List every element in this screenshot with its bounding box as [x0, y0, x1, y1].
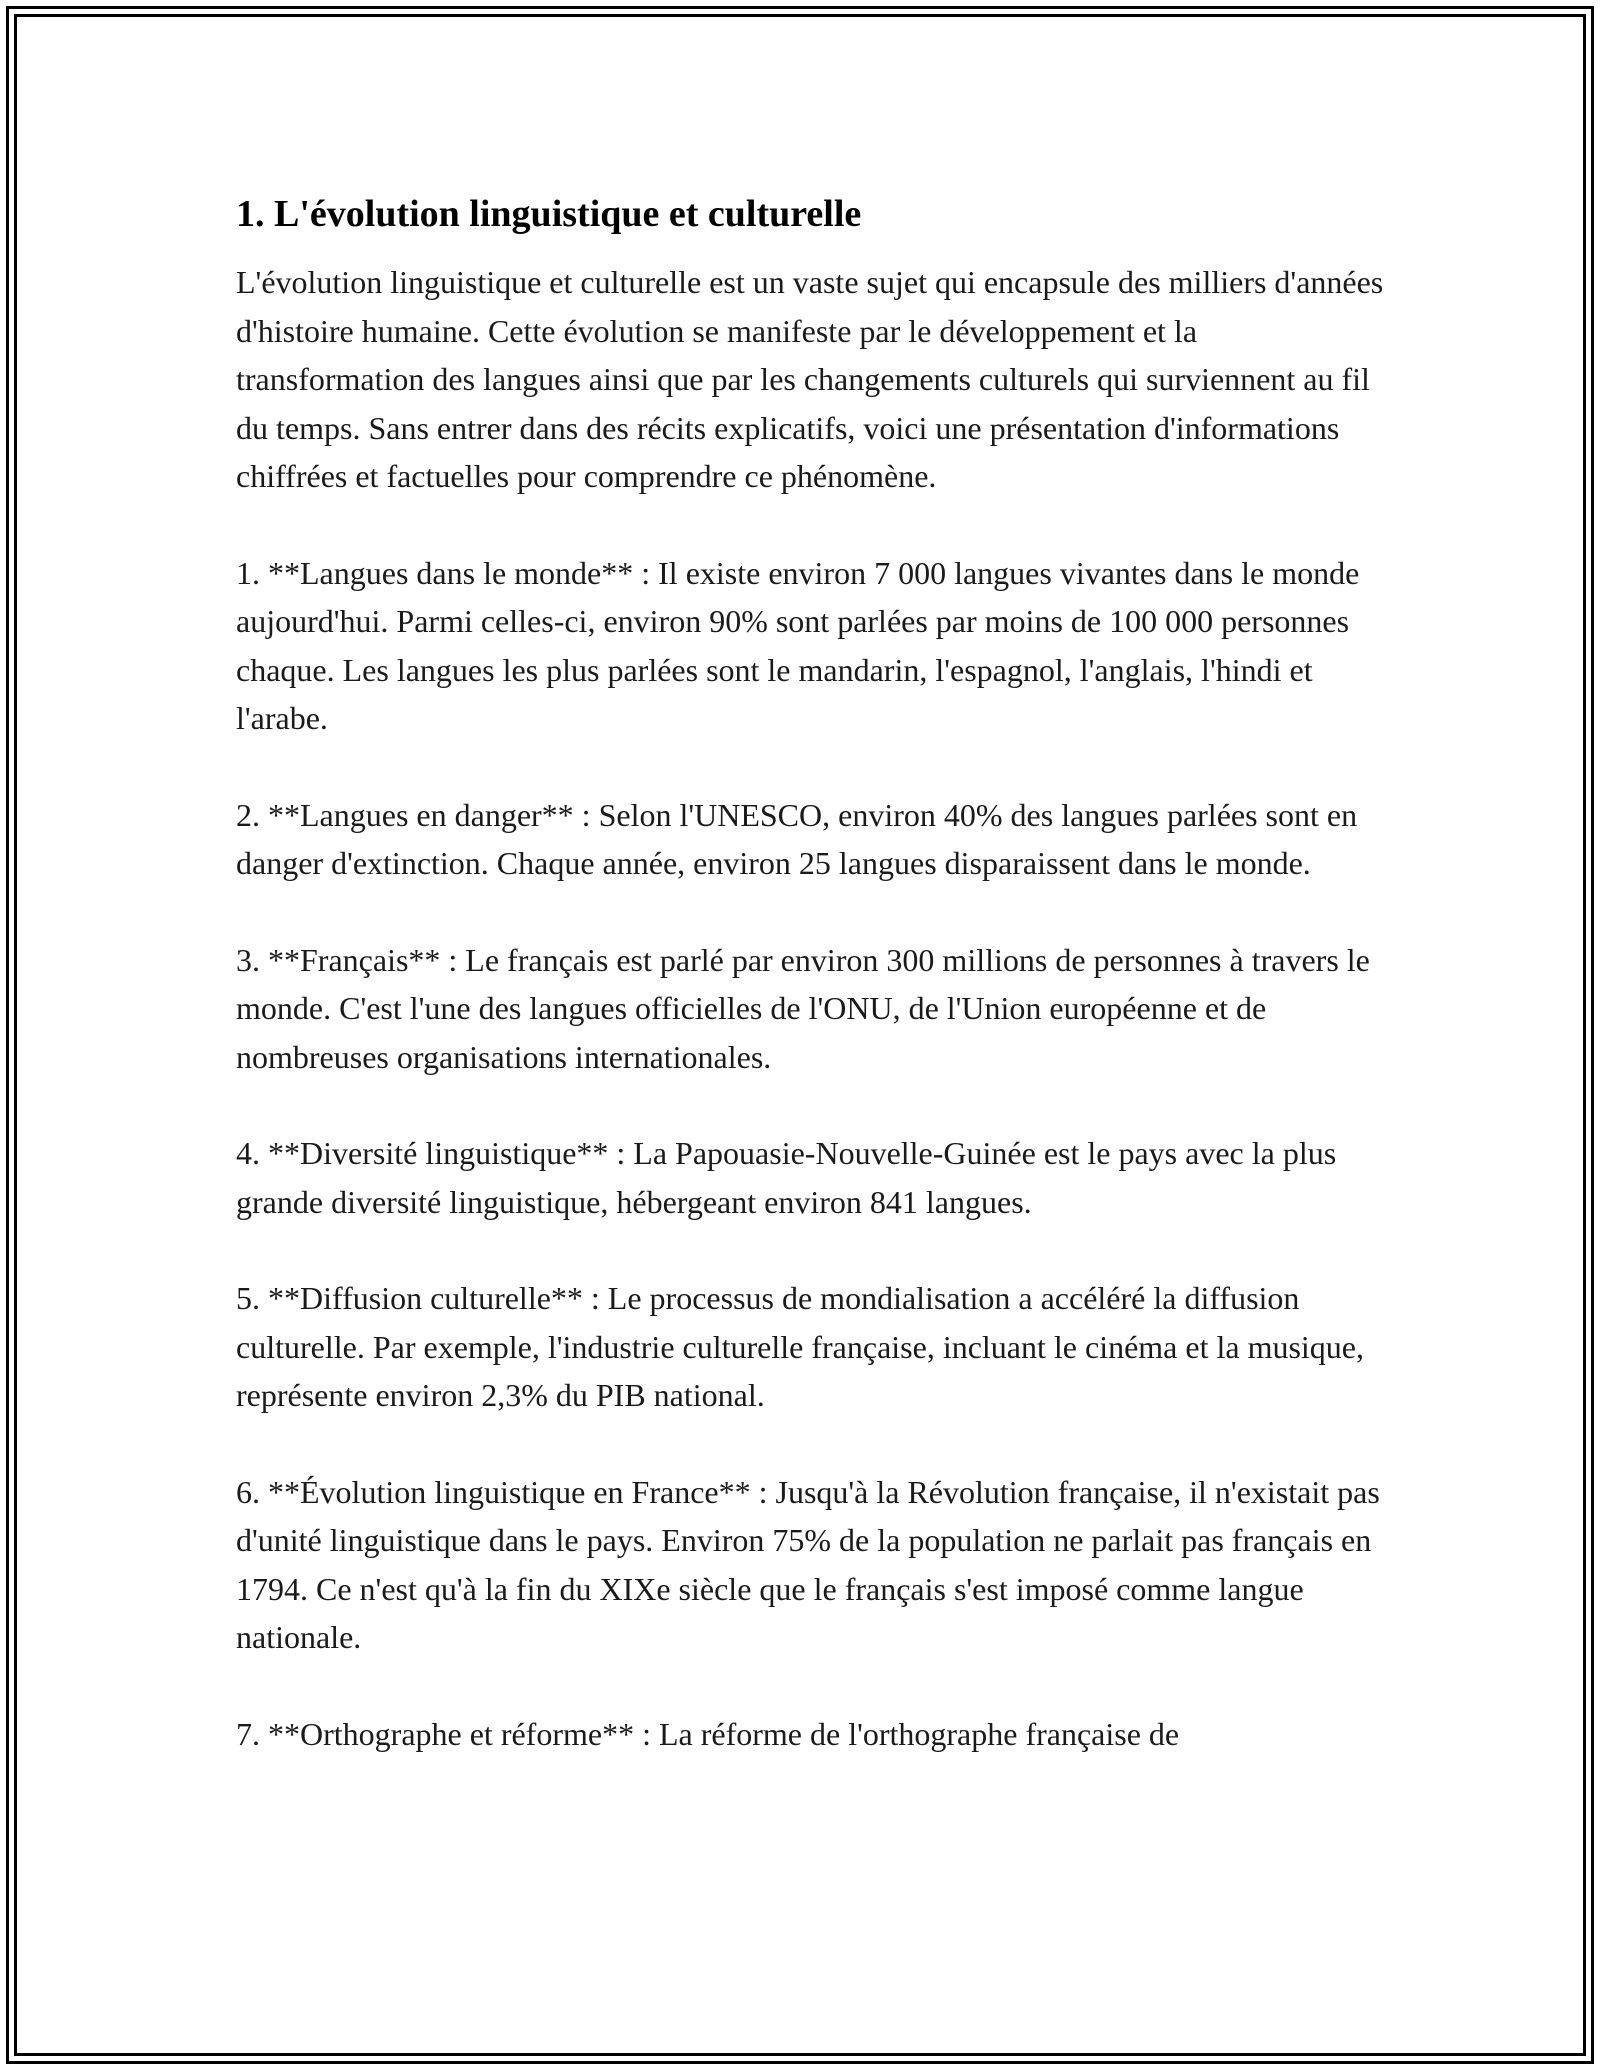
item-linguistic-diversity: 4. **Diversité linguistique** : La Papouasie-Nouvelle-Guinée est le pays avec la plus grande diversité linguistique, hébergeant environ 841 langues.: [236, 1135, 1337, 1220]
section-heading: 1. L'évolution linguistique et culturelle: [236, 193, 862, 235]
item-languages-in-world: 1. **Langues dans le monde** : Il existe environ 7 000 langues vivantes dans le monde aujourd'hui. Parmi celles-ci, environ 90% sont parlées par moins de 100 000 personnes chaque. Les langues les plus parlées sont le mandarin, l'espagnol, l'anglais, l'hindi et l'arabe.: [236, 554, 1360, 736]
item-endangered-languages: 2. **Langues en danger** : Selon l'UNESCO, environ 40% des langues parlées sont en danger d'extinction. Chaque année, environ 25 langues disparaissent dans le monde.: [236, 796, 1358, 881]
item-french: 3. **Français** : Le français est parlé par environ 300 millions de personnes à travers le monde. C'est l'une des langues officielles de l'ONU, de l'Union européenne et de nombreuses organisations internationales.: [236, 941, 1370, 1075]
item-evolution-in-france: 6. **Évolution linguistique en France** : Jusqu'à la Révolution française, il n'existait pas d'unité linguistique dans le pays. Environ 75% de la population ne parlait pas français en 1794. Ce n'est qu'à la fin du XIXe siècle que le français s'est imposé comme langue nationale.: [236, 1473, 1380, 1655]
intro-paragraph: L'évolution linguistique et culturelle est un vaste sujet qui encapsule des milliers d'années d'histoire humaine. Cette évolution se manifeste par le développement et la transformation des langues ainsi que par les changements culturels qui surviennent au fil du temps. Sans entrer dans des récits explicatifs, voici une présentation d'informations chiffrées et factuelles pour comprendre ce phénomène.: [236, 264, 1384, 494]
document-body: [236, 188, 1386, 1806]
item-cultural-diffusion: 5. **Diffusion culturelle** : Le processus de mondialisation a accéléré la diffusion culturelle. Par exemple, l'industrie culturelle française, incluant le cinéma et la musique, représente environ 2,3% du PIB national.: [236, 1280, 1364, 1413]
item-spelling-reform: 7. **Orthographe et réforme** : La réforme de l'orthographe française de: [236, 1715, 1180, 1752]
